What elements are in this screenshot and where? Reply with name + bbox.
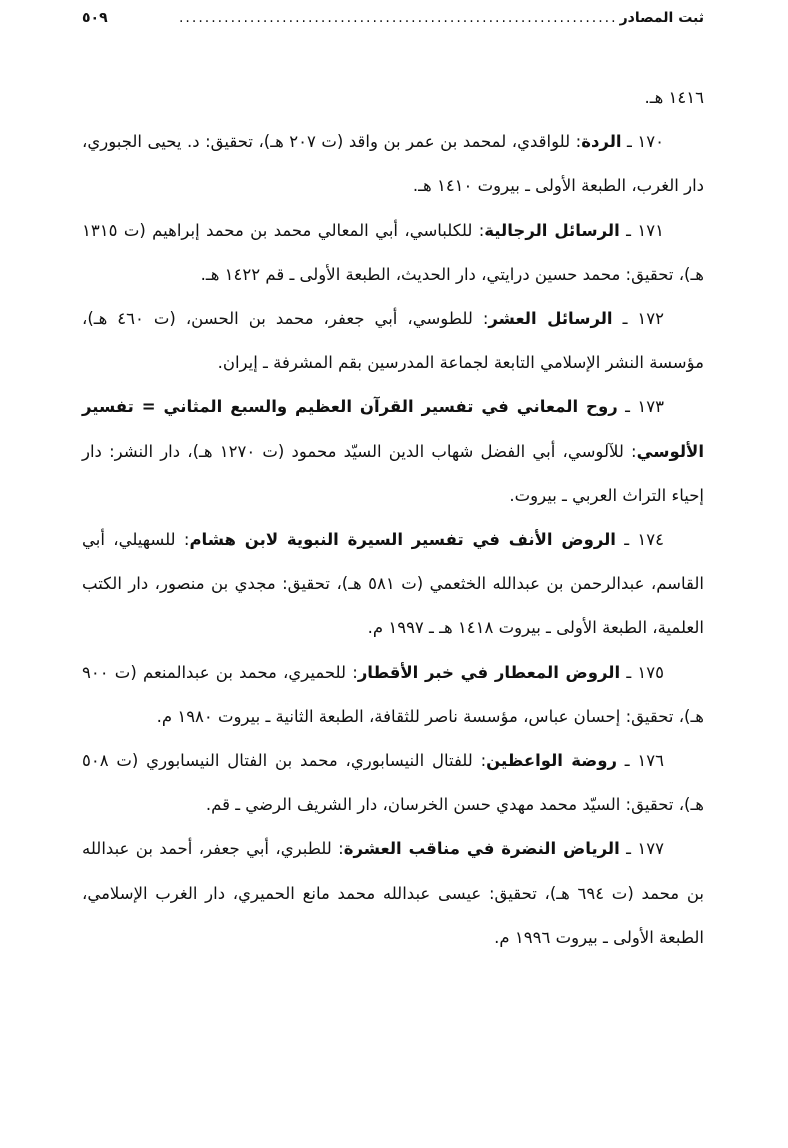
entry-number: ١٧٥ ـ [620,662,664,682]
entry-number: ١٧١ ـ [619,220,664,240]
bibliography-entry [82,651,704,739]
entry-number: ١٧٢ ـ [612,309,665,329]
entry-title: الرسائل الرجالية [484,220,620,240]
page-number: ٥٠٩ [82,10,108,26]
continuation-line: ١٤١٦ هـ. [644,88,704,107]
entry-title: الروض المعطار في خبر الأقطار [357,662,621,682]
bibliography-entry [82,518,704,651]
bibliography-entry [82,209,704,297]
header-title: ثبت المصادر [619,10,704,26]
header-leader-dots: .................................................................... [178,10,618,26]
bibliography-entry [82,385,704,518]
entry-details: : للسهيلي، أبي القاسم، عبدالرحمن بن عبدالله الخثعمي (ت ٥٨١ هـ)، تحقيق: مجدي بن منصور، دار الكتب العلمية، الطبعة الأولى ـ بيروت ١٤١٨ هـ ـ ١٩٩٧ م. [82,530,704,638]
running-header [82,4,704,32]
entry-title: الردة [581,132,622,152]
entry-title: روضة الواعظين [486,751,617,771]
entry-number: ١٧٠ ـ [621,132,664,152]
entry-number: ١٧٧ ـ [619,839,664,859]
bibliography-entry [82,297,704,385]
entry-details: : للحميري، محمد بن عبدالمنعم (ت ٩٠٠ هـ)، تحقيق: إحسان عباس، مؤسسة ناصر للثقافة، الطبعة الثانية ـ بيروت ١٩٨٠ م. [82,662,704,726]
entry-title: الرسائل العشر [488,309,613,329]
entry-details: : للطبري، أبي جعفر، أحمد بن عبدالله بن محمد (ت ٦٩٤ هـ)، تحقيق: عيسى عبدالله محمد مانع الحميري، دار الغرب الإسلامي، الطبعة الأولى ـ بيروت ١٩٩٦ م. [82,839,704,947]
entry-number: ١٧٣ ـ [617,397,665,417]
entry-details: : للكلباسي، أبي المعالي محمد بن محمد إبراهيم (ت ١٣١٥ هـ)، تحقيق: محمد حسين درايتي، دار الحديث، الطبعة الأولى ـ قم ١٤٢٢ هـ. [82,220,704,284]
entry-number: ١٧٤ ـ [615,530,665,550]
entry-number: ١٧٦ ـ [616,751,664,771]
entry-details: : للفتال النيسابوري، محمد بن الفتال النيسابوري (ت ٥٠٨ هـ)، تحقيق: السيّد محمد مهدي حسن الخرسان، دار الشريف الرضي ـ قم. [82,751,704,815]
entry-title: الرياض النضرة في مناقب العشرة [343,839,620,859]
entry-title: الروض الأنف في تفسير السيرة النبوية لابن هشام [189,530,616,550]
bibliography-entry [82,739,704,827]
entry-details: : للطوسي، أبي جعفر، محمد بن الحسن، (ت ٤٦٠ هـ)، مؤسسة النشر الإسلامي التابعة لجماعة المدرسين بقم المشرفة ـ إيران. [82,309,704,373]
entry-details: : للواقدي، لمحمد بن عمر بن واقد (ت ٢٠٧ هـ)، تحقيق: د. يحيى الجبوري، دار الغرب، الطبعة الأولى ـ بيروت ١٤١٠ هـ. [82,132,704,196]
bibliography-entry [82,827,704,960]
entry-title: روح المعاني في تفسير القرآن العظيم والسبع المثاني = تفسير الألوسي [82,397,704,461]
bibliography-entry [82,120,704,208]
entry-details: : للآلوسي، أبي الفضل شهاب الدين السيّد محمود (ت ١٢٧٠ هـ)، دار النشر: دار إحياء التراث العربي ـ بيروت. [82,441,704,505]
bibliography-list [82,76,704,960]
